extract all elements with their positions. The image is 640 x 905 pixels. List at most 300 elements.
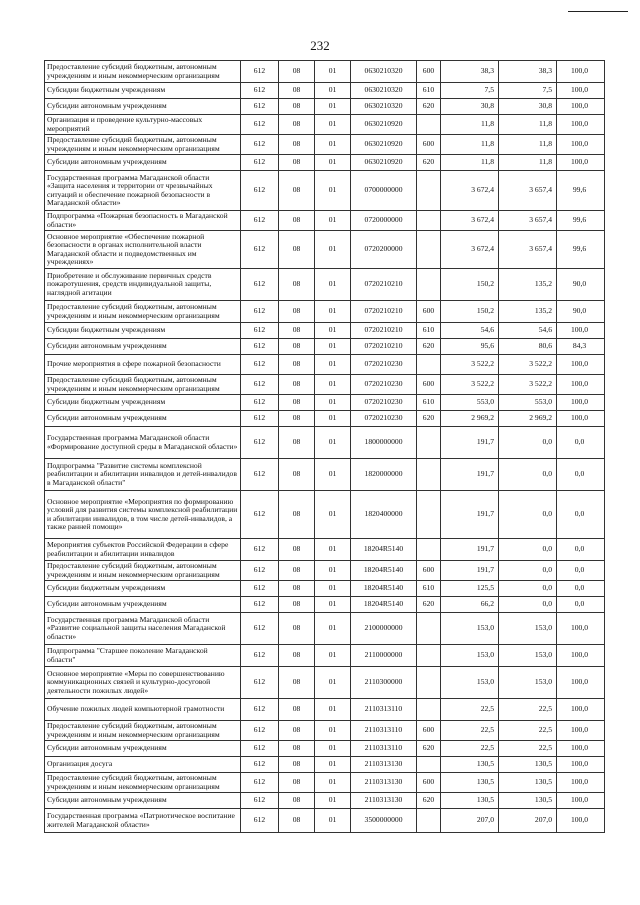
execution-percent: 100,0 (557, 757, 605, 773)
table-row (45, 597, 605, 613)
target-article-code: 2110313110 (351, 699, 417, 721)
expense-type-code: 620 (417, 411, 441, 427)
planned-amount: 2 969,2 (441, 411, 499, 427)
target-article-code: 0720210230 (351, 411, 417, 427)
expense-type-code: 610 (417, 83, 441, 99)
table-row (45, 809, 605, 833)
ministry-code: 612 (241, 427, 279, 459)
row-name: Организация досуга (45, 757, 241, 773)
section-code: 08 (279, 269, 315, 301)
planned-amount: 54,6 (441, 323, 499, 339)
ministry-code: 612 (241, 581, 279, 597)
target-article-code: 0630210920 (351, 135, 417, 155)
expense-type-code (417, 645, 441, 667)
ministry-code: 612 (241, 231, 279, 269)
section-code: 08 (279, 741, 315, 757)
executed-amount: 22,5 (499, 741, 557, 757)
expense-type-code: 600 (417, 375, 441, 395)
table-row (45, 83, 605, 99)
expense-type-code (417, 809, 441, 833)
target-article-code: 3500000000 (351, 809, 417, 833)
planned-amount: 22,5 (441, 721, 499, 741)
execution-percent: 0,0 (557, 597, 605, 613)
row-name: Субсидии бюджетным учреждениям (45, 395, 241, 411)
planned-amount: 30,8 (441, 99, 499, 115)
executed-amount: 0,0 (499, 581, 557, 597)
ministry-code: 612 (241, 375, 279, 395)
section-code: 08 (279, 757, 315, 773)
expense-type-code (417, 491, 441, 539)
row-name: Предоставление субсидий бюджетным, автономным учреждениям и иным некоммерческим организациям (45, 561, 241, 581)
expense-type-code: 620 (417, 155, 441, 171)
section-code: 08 (279, 155, 315, 171)
ministry-code: 612 (241, 613, 279, 645)
row-name: Субсидии автономным учреждениям (45, 155, 241, 171)
planned-amount: 191,7 (441, 561, 499, 581)
expense-type-code (417, 459, 441, 491)
executed-amount: 0,0 (499, 427, 557, 459)
target-article-code: 2110300000 (351, 667, 417, 699)
target-article-code: 0630210320 (351, 83, 417, 99)
executed-amount: 3 522,2 (499, 355, 557, 375)
target-article-code: 0720210230 (351, 395, 417, 411)
table-row (45, 793, 605, 809)
table-row (45, 395, 605, 411)
expense-type-code (417, 699, 441, 721)
row-name: Прочие мероприятия в сфере пожарной безопасности (45, 355, 241, 375)
ministry-code: 612 (241, 491, 279, 539)
ministry-code: 612 (241, 135, 279, 155)
planned-amount: 22,5 (441, 741, 499, 757)
expense-type-code (417, 269, 441, 301)
section-code: 08 (279, 793, 315, 809)
section-code: 08 (279, 539, 315, 561)
subsection-code: 01 (315, 427, 351, 459)
section-code: 08 (279, 561, 315, 581)
expense-type-code: 620 (417, 99, 441, 115)
row-name: Обучение пожилых людей компьютерной грамотности (45, 699, 241, 721)
table-row (45, 301, 605, 323)
target-article-code: 0720000000 (351, 211, 417, 231)
planned-amount: 125,5 (441, 581, 499, 597)
planned-amount: 3 672,4 (441, 171, 499, 211)
subsection-code: 01 (315, 597, 351, 613)
planned-amount: 130,5 (441, 773, 499, 793)
ministry-code: 612 (241, 809, 279, 833)
row-name: Подпрограмма "Старшее поколение Магаданской области" (45, 645, 241, 667)
table-row (45, 427, 605, 459)
expense-type-code (417, 211, 441, 231)
ministry-code: 612 (241, 61, 279, 83)
ministry-code: 612 (241, 597, 279, 613)
planned-amount: 3 522,2 (441, 355, 499, 375)
execution-percent: 100,0 (557, 375, 605, 395)
table-row (45, 699, 605, 721)
target-article-code: 0720200000 (351, 231, 417, 269)
expense-type-code (417, 115, 441, 135)
execution-percent: 90,0 (557, 269, 605, 301)
executed-amount: 11,8 (499, 135, 557, 155)
section-code: 08 (279, 809, 315, 833)
executed-amount: 0,0 (499, 539, 557, 561)
section-code: 08 (279, 597, 315, 613)
row-name: Государственная программа Магаданской области «Защита населения и территории от чрезвычайных ситуаций и обеспечение пожарной безопасности в Магаданской области» (45, 171, 241, 211)
executed-amount: 30,8 (499, 99, 557, 115)
ministry-code: 612 (241, 115, 279, 135)
ministry-code: 612 (241, 757, 279, 773)
expense-type-code: 610 (417, 323, 441, 339)
execution-percent: 0,0 (557, 459, 605, 491)
row-name: Предоставление субсидий бюджетным, автономным учреждениям и иным некоммерческим организациям (45, 773, 241, 793)
expense-type-code (417, 427, 441, 459)
ministry-code: 612 (241, 269, 279, 301)
executed-amount: 3 657,4 (499, 211, 557, 231)
expense-type-code (417, 613, 441, 645)
ministry-code: 612 (241, 667, 279, 699)
ministry-code: 612 (241, 211, 279, 231)
target-article-code: 2110313130 (351, 773, 417, 793)
planned-amount: 130,5 (441, 793, 499, 809)
subsection-code: 01 (315, 231, 351, 269)
ministry-code: 612 (241, 339, 279, 355)
section-code: 08 (279, 721, 315, 741)
table-row (45, 613, 605, 645)
executed-amount: 135,2 (499, 269, 557, 301)
executed-amount: 3 522,2 (499, 375, 557, 395)
row-name: Государственная программа Магаданской области «Развитие социальной защиты населения Магаданской области» (45, 613, 241, 645)
target-article-code: 0720210210 (351, 269, 417, 301)
table-row (45, 581, 605, 597)
planned-amount: 3 672,4 (441, 211, 499, 231)
target-article-code: 2110313110 (351, 721, 417, 741)
ministry-code: 612 (241, 561, 279, 581)
subsection-code: 01 (315, 375, 351, 395)
subsection-code: 01 (315, 323, 351, 339)
executed-amount: 2 969,2 (499, 411, 557, 427)
row-name: Государственная программа Магаданской области «Формирование доступной среды в Магаданской области» (45, 427, 241, 459)
executed-amount: 3 657,4 (499, 171, 557, 211)
execution-percent: 0,0 (557, 539, 605, 561)
execution-percent: 100,0 (557, 699, 605, 721)
execution-percent: 100,0 (557, 61, 605, 83)
target-article-code: 1800000000 (351, 427, 417, 459)
planned-amount: 3 522,2 (441, 375, 499, 395)
subsection-code: 01 (315, 395, 351, 411)
planned-amount: 191,7 (441, 459, 499, 491)
subsection-code: 01 (315, 61, 351, 83)
planned-amount: 150,2 (441, 301, 499, 323)
row-name: Организация и проведение культурно-массовых мероприятий (45, 115, 241, 135)
subsection-code: 01 (315, 99, 351, 115)
section-code: 08 (279, 645, 315, 667)
target-article-code: 18204R5140 (351, 597, 417, 613)
subsection-code: 01 (315, 539, 351, 561)
expense-type-code (417, 539, 441, 561)
expense-type-code: 620 (417, 741, 441, 757)
subsection-code: 01 (315, 757, 351, 773)
execution-percent: 100,0 (557, 99, 605, 115)
executed-amount: 207,0 (499, 809, 557, 833)
execution-percent: 100,0 (557, 741, 605, 757)
row-name: Субсидии бюджетным учреждениям (45, 581, 241, 597)
planned-amount: 191,7 (441, 427, 499, 459)
execution-percent: 100,0 (557, 155, 605, 171)
table-row (45, 375, 605, 395)
expense-type-code (417, 355, 441, 375)
planned-amount: 191,7 (441, 539, 499, 561)
section-code: 08 (279, 171, 315, 211)
executed-amount: 153,0 (499, 667, 557, 699)
executed-amount: 0,0 (499, 459, 557, 491)
execution-percent: 100,0 (557, 83, 605, 99)
table-row (45, 135, 605, 155)
target-article-code: 1820000000 (351, 459, 417, 491)
row-name: Основное мероприятие «Меры по совершенствованию коммуникационных связей и культурно-досуговой деятельности пожилых людей» (45, 667, 241, 699)
section-code: 08 (279, 491, 315, 539)
target-article-code: 0720210210 (351, 323, 417, 339)
planned-amount: 150,2 (441, 269, 499, 301)
executed-amount: 54,6 (499, 323, 557, 339)
planned-amount: 153,0 (441, 613, 499, 645)
subsection-code: 01 (315, 667, 351, 699)
subsection-code: 01 (315, 211, 351, 231)
section-code: 08 (279, 581, 315, 597)
subsection-code: 01 (315, 645, 351, 667)
ministry-code: 612 (241, 83, 279, 99)
row-name: Субсидии автономным учреждениям (45, 597, 241, 613)
execution-percent: 100,0 (557, 323, 605, 339)
section-code: 08 (279, 427, 315, 459)
subsection-code: 01 (315, 83, 351, 99)
expense-type-code: 610 (417, 581, 441, 597)
planned-amount: 191,7 (441, 491, 499, 539)
execution-percent: 100,0 (557, 773, 605, 793)
ministry-code: 612 (241, 355, 279, 375)
target-article-code: 0630210320 (351, 61, 417, 83)
row-name: Мероприятия субъектов Российской Федерации в сфере реабилитации и абилитации инвалидов (45, 539, 241, 561)
table-row (45, 645, 605, 667)
execution-percent: 0,0 (557, 561, 605, 581)
target-article-code: 0720210210 (351, 339, 417, 355)
section-code: 08 (279, 773, 315, 793)
planned-amount: 3 672,4 (441, 231, 499, 269)
table-row (45, 355, 605, 375)
target-article-code: 0720210230 (351, 375, 417, 395)
target-article-code: 18204R5140 (351, 561, 417, 581)
row-name: Основное мероприятие «Обеспечение пожарной безопасности в органах исполнительной власти Магаданской области и подведомственных им учреждениях» (45, 231, 241, 269)
planned-amount: 95,6 (441, 339, 499, 355)
subsection-code: 01 (315, 699, 351, 721)
executed-amount: 130,5 (499, 773, 557, 793)
table-row (45, 115, 605, 135)
table-row (45, 339, 605, 355)
executed-amount: 0,0 (499, 491, 557, 539)
executed-amount: 135,2 (499, 301, 557, 323)
execution-percent: 0,0 (557, 491, 605, 539)
subsection-code: 01 (315, 171, 351, 211)
planned-amount: 153,0 (441, 645, 499, 667)
section-code: 08 (279, 323, 315, 339)
target-article-code: 0630210320 (351, 99, 417, 115)
table-row (45, 323, 605, 339)
subsection-code: 01 (315, 773, 351, 793)
expense-type-code: 620 (417, 793, 441, 809)
planned-amount: 38,3 (441, 61, 499, 83)
execution-percent: 100,0 (557, 645, 605, 667)
table-row (45, 741, 605, 757)
ministry-code: 612 (241, 699, 279, 721)
expense-type-code: 600 (417, 721, 441, 741)
expense-type-code: 620 (417, 597, 441, 613)
subsection-code: 01 (315, 561, 351, 581)
ministry-code: 612 (241, 323, 279, 339)
ministry-code: 612 (241, 155, 279, 171)
row-name: Субсидии автономным учреждениям (45, 741, 241, 757)
expense-type-code: 600 (417, 301, 441, 323)
budget-table-body (45, 61, 605, 833)
executed-amount: 38,3 (499, 61, 557, 83)
target-article-code: 18204R5140 (351, 581, 417, 597)
executed-amount: 7,5 (499, 83, 557, 99)
page-number: 232 (310, 38, 330, 53)
execution-percent: 99,6 (557, 171, 605, 211)
execution-percent: 100,0 (557, 793, 605, 809)
executed-amount: 130,5 (499, 757, 557, 773)
ministry-code: 612 (241, 793, 279, 809)
execution-percent: 100,0 (557, 411, 605, 427)
execution-percent: 84,3 (557, 339, 605, 355)
ministry-code: 612 (241, 171, 279, 211)
execution-percent: 0,0 (557, 427, 605, 459)
row-name: Субсидии автономным учреждениям (45, 339, 241, 355)
subsection-code: 01 (315, 741, 351, 757)
section-code: 08 (279, 99, 315, 115)
target-article-code: 2110313110 (351, 741, 417, 757)
executed-amount: 0,0 (499, 561, 557, 581)
table-row (45, 411, 605, 427)
section-code: 08 (279, 699, 315, 721)
subsection-code: 01 (315, 721, 351, 741)
section-code: 08 (279, 613, 315, 645)
planned-amount: 66,2 (441, 597, 499, 613)
expense-type-code: 600 (417, 61, 441, 83)
row-name: Предоставление субсидий бюджетным, автономным учреждениям и иным некоммерческим организациям (45, 721, 241, 741)
section-code: 08 (279, 83, 315, 99)
planned-amount: 153,0 (441, 667, 499, 699)
execution-percent: 0,0 (557, 581, 605, 597)
ministry-code: 612 (241, 773, 279, 793)
executed-amount: 11,8 (499, 155, 557, 171)
ministry-code: 612 (241, 721, 279, 741)
section-code: 08 (279, 459, 315, 491)
target-article-code: 18204R5140 (351, 539, 417, 561)
ministry-code: 612 (241, 741, 279, 757)
table-row (45, 539, 605, 561)
table-row (45, 99, 605, 115)
subsection-code: 01 (315, 581, 351, 597)
subsection-code: 01 (315, 355, 351, 375)
planned-amount: 553,0 (441, 395, 499, 411)
row-name: Субсидии бюджетным учреждениям (45, 323, 241, 339)
section-code: 08 (279, 115, 315, 135)
expense-type-code (417, 667, 441, 699)
execution-percent: 100,0 (557, 809, 605, 833)
executed-amount: 553,0 (499, 395, 557, 411)
expense-type-code (417, 757, 441, 773)
subsection-code: 01 (315, 339, 351, 355)
subsection-code: 01 (315, 115, 351, 135)
planned-amount: 22,5 (441, 699, 499, 721)
executed-amount: 153,0 (499, 613, 557, 645)
subsection-code: 01 (315, 411, 351, 427)
table-row (45, 757, 605, 773)
row-name: Субсидии бюджетным учреждениям (45, 83, 241, 99)
row-name: Предоставление субсидий бюджетным, автономным учреждениям и иным некоммерческим организациям (45, 375, 241, 395)
table-row (45, 667, 605, 699)
expense-type-code: 600 (417, 773, 441, 793)
table-row (45, 491, 605, 539)
subsection-code: 01 (315, 793, 351, 809)
execution-percent: 100,0 (557, 395, 605, 411)
expense-type-code (417, 231, 441, 269)
execution-percent: 100,0 (557, 115, 605, 135)
row-name: Предоставление субсидий бюджетным, автономным учреждениям и иным некоммерческим организациям (45, 135, 241, 155)
executed-amount: 3 657,4 (499, 231, 557, 269)
section-code: 08 (279, 61, 315, 83)
executed-amount: 130,5 (499, 793, 557, 809)
target-article-code: 2110313130 (351, 757, 417, 773)
section-code: 08 (279, 395, 315, 411)
table-row (45, 171, 605, 211)
ministry-code: 612 (241, 645, 279, 667)
ministry-code: 612 (241, 459, 279, 491)
planned-amount: 130,5 (441, 757, 499, 773)
row-name: Предоставление субсидий бюджетным, автономным учреждениям и иным некоммерческим организациям (45, 301, 241, 323)
execution-percent: 99,6 (557, 231, 605, 269)
ministry-code: 612 (241, 411, 279, 427)
row-name: Субсидии автономным учреждениям (45, 793, 241, 809)
executed-amount: 11,8 (499, 115, 557, 135)
execution-percent: 100,0 (557, 721, 605, 741)
budget-table (44, 60, 605, 833)
row-name: Подпрограмма «Пожарная безопасность в Магаданской области» (45, 211, 241, 231)
subsection-code: 01 (315, 135, 351, 155)
table-row (45, 211, 605, 231)
ministry-code: 612 (241, 539, 279, 561)
planned-amount: 207,0 (441, 809, 499, 833)
target-article-code: 0720210210 (351, 301, 417, 323)
execution-percent: 100,0 (557, 613, 605, 645)
row-name: Субсидии автономным учреждениям (45, 99, 241, 115)
section-code: 08 (279, 211, 315, 231)
section-code: 08 (279, 301, 315, 323)
planned-amount: 11,8 (441, 115, 499, 135)
table-row (45, 269, 605, 301)
section-code: 08 (279, 667, 315, 699)
executed-amount: 22,5 (499, 699, 557, 721)
row-name: Приобретение и обслуживание первичных средств пожаротушения, средств индивидуальной защиты, наглядной агитации (45, 269, 241, 301)
executed-amount: 80,6 (499, 339, 557, 355)
row-name: Государственная программа «Патриотическое воспитание жителей Магаданской области» (45, 809, 241, 833)
subsection-code: 01 (315, 809, 351, 833)
table-row (45, 61, 605, 83)
subsection-code: 01 (315, 301, 351, 323)
target-article-code: 0630210920 (351, 115, 417, 135)
target-article-code: 0630210920 (351, 155, 417, 171)
target-article-code: 2110313130 (351, 793, 417, 809)
planned-amount: 7,5 (441, 83, 499, 99)
section-code: 08 (279, 135, 315, 155)
